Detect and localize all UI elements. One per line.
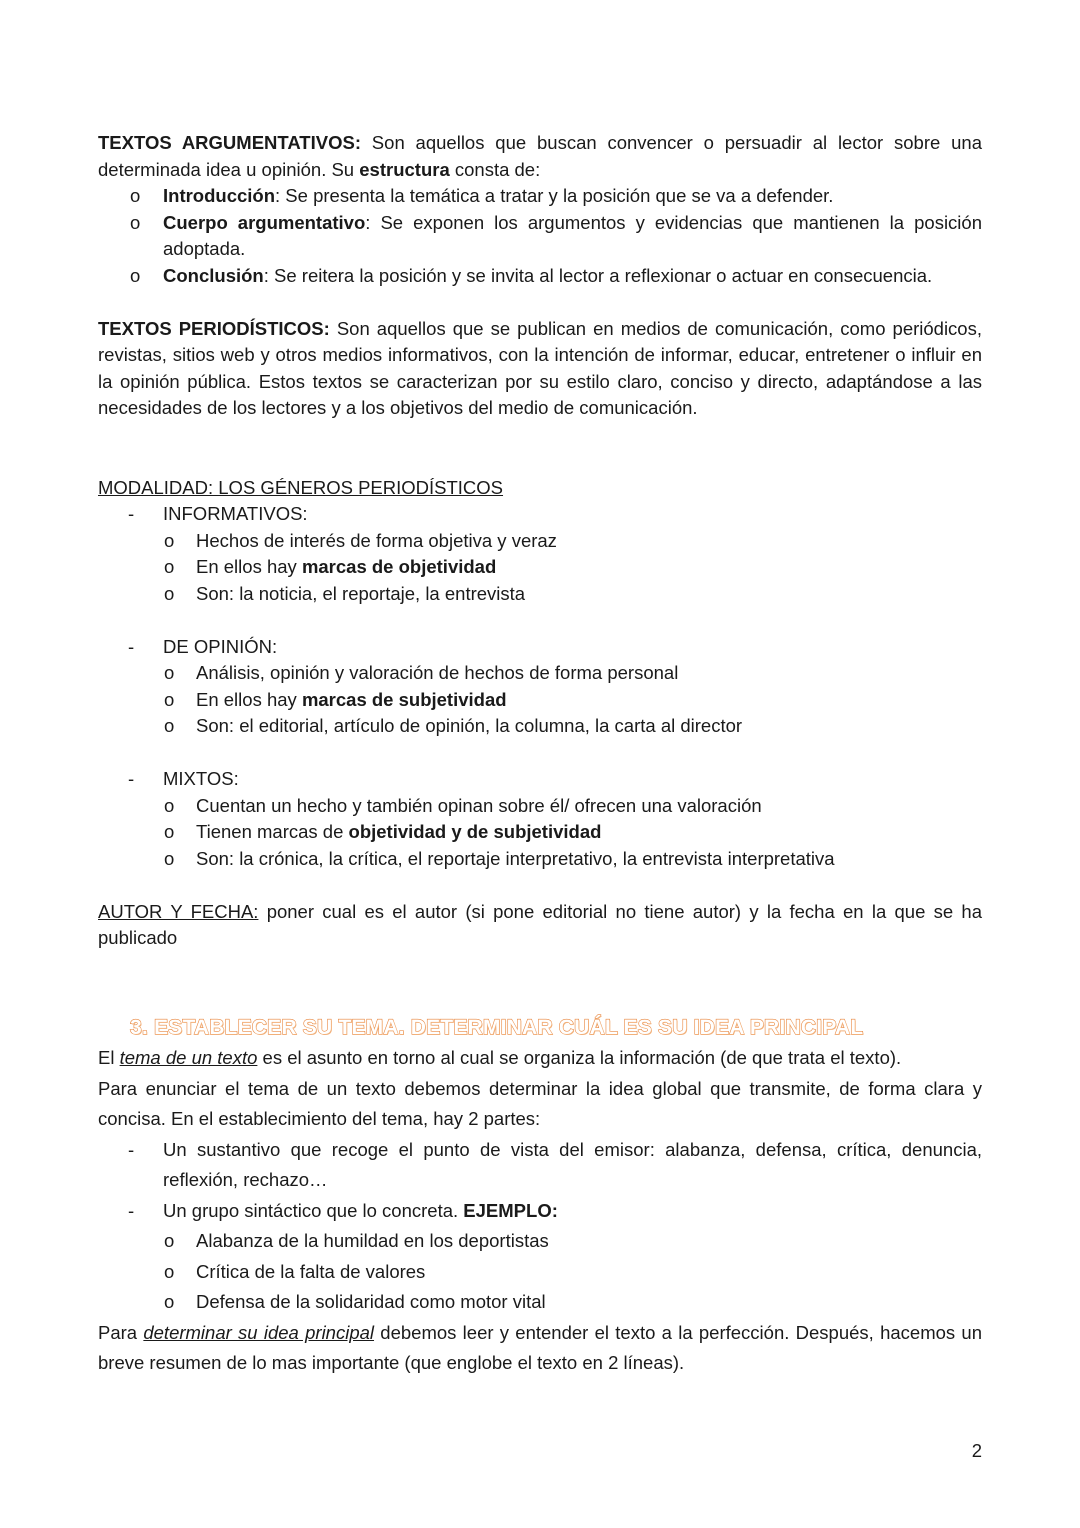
estructura-list [98, 183, 982, 289]
text: es el asunto en torno al cual se organiza la información (de que trata el texto). [257, 1047, 902, 1068]
list-item [98, 713, 982, 740]
bullet-icon: o [130, 211, 141, 233]
bullet-icon: o [164, 662, 175, 683]
text: debemos leer y entender el texto a la perfección. Después, hacemos un breve resumen de lo mas importante (que englobe el texto en 2 líneas). [98, 1321, 983, 1373]
item-text: Son: el editorial, artículo de opinión, la columna, la carta al director [196, 715, 743, 736]
section-3 [98, 1013, 982, 1379]
item-text: Un sustantivo que recoge el punto de vista del emisor: alabanza, defensa, crítica, denuncia, reflexión, rechazo… [163, 1138, 982, 1190]
bullet-icon: o [164, 794, 175, 816]
generos-list-opinion [98, 634, 982, 661]
bullet-icon: o [164, 847, 175, 869]
modalidad-heading: MODALIDAD: LOS GÉNEROS PERIODÍSTICOS [98, 476, 504, 498]
item-text: Un grupo sintáctico que lo concreta. [163, 1199, 464, 1221]
example-text: Defensa de la solidaridad como motor vital [196, 1291, 546, 1312]
item-bold: objetividad y de subjetividad [348, 821, 602, 842]
autor-label: AUTOR Y FECHA: [98, 900, 259, 922]
bullet-icon: o [164, 529, 175, 551]
item-text: Análisis, opinión y valoración de hechos de forma personal [196, 662, 679, 683]
bullet-icon: o [130, 185, 141, 206]
generos-list-mixtos [98, 766, 982, 793]
item-text: En ellos hay [196, 688, 302, 710]
dash-icon: - [128, 503, 135, 524]
item-desc: : Se exponen los argumentos y evidencias que mantienen la posición adoptada. [163, 211, 982, 259]
list-item [98, 1196, 982, 1227]
bullet-icon: o [164, 1291, 175, 1312]
item-bold: marcas de subjetividad [301, 688, 507, 710]
example-text: Crítica de la falta de valores [196, 1260, 426, 1282]
list-item [98, 554, 982, 581]
list-item [98, 819, 982, 846]
argumentativos-text: Son aquellos que buscan convencer o persuadir al lector sobre una determinada idea u opinión. Su [98, 132, 982, 180]
generos-list [98, 501, 982, 528]
genero-informativos [98, 501, 982, 528]
item-bold: marcas de objetividad [301, 556, 497, 577]
argumentativos-label: TEXTOS ARGUMENTATIVOS: [98, 132, 361, 153]
list-item [98, 528, 982, 555]
enunciar-paragraph: Para enunciar el tema de un texto debemos determinar la idea global que transmite, de forma clara y concisa. En el establecimiento del tema, hay 2 partes: [98, 1077, 982, 1129]
periodisticos-label: TEXTOS PERIODÍSTICOS: [98, 317, 330, 339]
partes-list [98, 1135, 982, 1227]
section-3-title: 3. ESTABLECER SU TEMA. DETERMINAR CUÁL ES SU IDEA PRINCIPAL [130, 1015, 864, 1039]
list-item [98, 660, 982, 687]
list-item [98, 210, 982, 263]
item-term: Introducción [163, 185, 276, 206]
page-number: 2 [971, 1440, 982, 1461]
bullet-icon: o [164, 582, 175, 604]
ejemplo-label: EJEMPLO: [463, 1199, 558, 1221]
opinion-list [98, 660, 982, 740]
tema-paragraph [98, 1043, 982, 1074]
item-text: Son: la noticia, el reportaje, la entrevista [196, 582, 526, 604]
idea-principal-term: determinar su idea principal [143, 1321, 375, 1343]
list-item [98, 581, 982, 608]
bullet-icon: o [164, 715, 175, 736]
example-text: Alabanza de la humildad en los deportistas [196, 1230, 549, 1251]
genero-mixtos [98, 766, 982, 793]
item-text: Hechos de interés de forma objetiva y veraz [196, 529, 557, 551]
list-item [98, 1226, 982, 1257]
list-item [98, 1135, 982, 1196]
list-item [98, 263, 982, 290]
item-desc: : Se presenta la temática a tratar y la posición que se va a defender. [275, 185, 834, 206]
argumentativos-paragraph [98, 130, 982, 183]
dash-icon: - [128, 1138, 135, 1160]
idea-principal-paragraph [98, 1318, 982, 1379]
text: Para [98, 1321, 144, 1343]
bullet-icon: o [164, 821, 175, 842]
item-text: En ellos hay [196, 556, 302, 577]
genero-label: MIXTOS: [163, 768, 239, 789]
list-item [98, 183, 982, 210]
list-item [98, 1287, 982, 1318]
item-text: Son: la crónica, la crítica, el reportaje interpretativo, la entrevista interpretativa [196, 847, 835, 869]
informativos-list [98, 528, 982, 608]
mixtos-list [98, 793, 982, 873]
bullet-icon: o [164, 1230, 175, 1251]
autor-paragraph [98, 899, 982, 952]
list-item [98, 687, 982, 714]
list-item [98, 1257, 982, 1288]
dash-icon: - [128, 768, 135, 789]
item-desc: : Se reitera la posición y se invita al lector a reflexionar o actuar en consecuencia. [263, 264, 933, 286]
genero-label: INFORMATIVOS: [163, 503, 308, 524]
autor-text: poner cual es el autor (si pone editorial no tiene autor) y la fecha en la que se ha publicado [98, 900, 982, 948]
genero-opinion [98, 634, 982, 661]
bullet-icon: o [130, 264, 141, 286]
item-term: Cuerpo argumentativo [163, 211, 366, 233]
argumentativos-text-end: consta de: [449, 158, 541, 180]
periodisticos-paragraph [98, 316, 982, 422]
periodisticos-text: Son aquellos que se publican en medios de comunicación, como periódicos, revistas, sitios web y otros medios informativos, con la intención de informar, educar, entretener o influir en la opinión pública. Estos textos se caracterizan por su estilo claro, conciso y directo, adaptándose a las necesidades de los lectores y a los objetivos del medio de comunicación. [98, 317, 982, 418]
item-text: Cuentan un hecho y también opinan sobre él/ ofrecen una valoración [196, 794, 762, 816]
bullet-icon: o [164, 1260, 175, 1282]
tema-term: tema de un texto [119, 1047, 258, 1068]
ejemplos-list [98, 1226, 982, 1318]
list-item [98, 793, 982, 820]
genero-label: DE OPINIÓN: [163, 635, 278, 657]
bullet-icon: o [164, 556, 175, 577]
text: El [98, 1047, 120, 1068]
page-content [98, 130, 982, 1379]
bullet-icon: o [164, 688, 175, 710]
dash-icon: - [128, 1199, 135, 1221]
estructura-term: estructura [359, 158, 450, 180]
dash-icon: - [128, 635, 135, 657]
item-text: Tienen marcas de [196, 821, 349, 842]
list-item [98, 846, 982, 873]
item-term: Conclusión [163, 264, 264, 286]
